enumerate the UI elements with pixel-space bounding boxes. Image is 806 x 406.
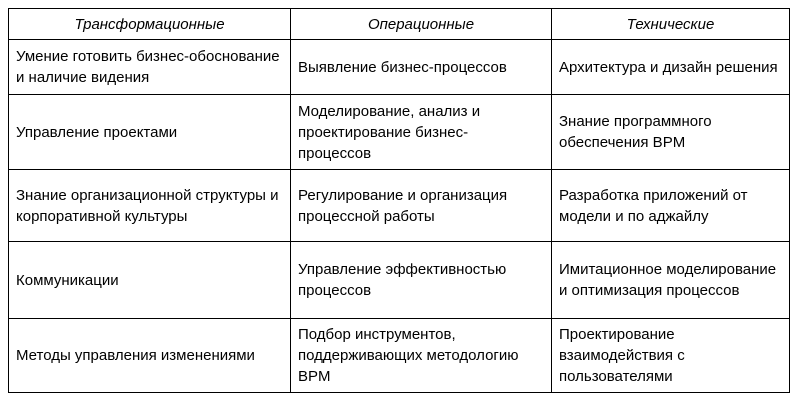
column-header-transformational: Трансформационные [9, 9, 291, 40]
table-cell: Знание организационной структуры и корпоративной культуры [9, 170, 291, 242]
column-header-operational: Операционные [291, 9, 552, 40]
table-cell: Разработка приложений от модели и по аджайлу [552, 170, 790, 242]
table-cell: Коммуникации [9, 242, 291, 319]
header-row [9, 9, 790, 40]
table-cell: Проектирование взаимодействия с пользователями [552, 319, 790, 393]
table-cell: Методы управления изменениями [9, 319, 291, 393]
table-cell: Архитектура и дизайн решения [552, 40, 790, 95]
table-cell: Управление проектами [9, 95, 291, 170]
table-row [9, 242, 790, 319]
table-row [9, 170, 790, 242]
table-cell: Выявление бизнес-процессов [291, 40, 552, 95]
table-row [9, 40, 790, 95]
table-cell: Регулирование и организация процессной работы [291, 170, 552, 242]
table-cell: Подбор инструментов, поддерживающих методологию BPM [291, 319, 552, 393]
table-row [9, 95, 790, 170]
table-cell: Имитационное моделирование и оптимизация процессов [552, 242, 790, 319]
column-header-technical: Технические [552, 9, 790, 40]
table-cell: Умение готовить бизнес-обоснование и наличие видения [9, 40, 291, 95]
table-body [9, 40, 790, 393]
table-cell: Управление эффективностью процессов [291, 242, 552, 319]
table-row [9, 319, 790, 393]
table-cell: Моделирование, анализ и проектирование бизнес-процессов [291, 95, 552, 170]
table-cell: Знание программного обеспечения BPM [552, 95, 790, 170]
table-header [9, 9, 790, 40]
competency-table [8, 8, 790, 393]
